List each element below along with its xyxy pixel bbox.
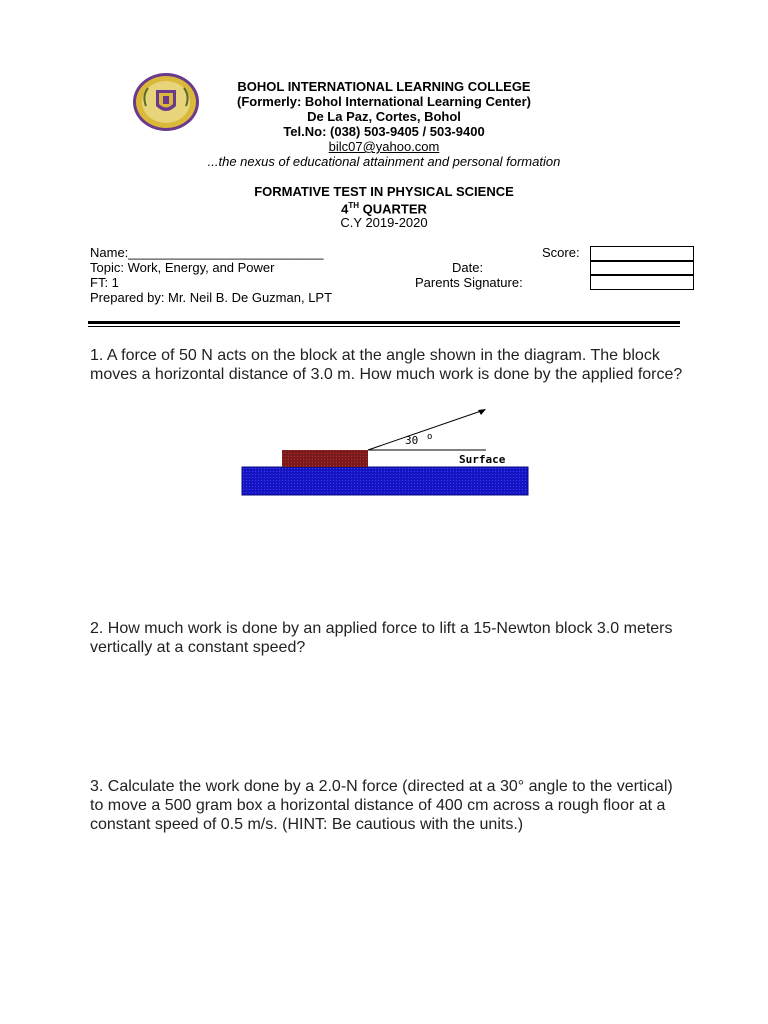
question-3: 3. Calculate the work done by a 2.0-N force (directed at a 30° angle to the vertical) to move a 500 gram box a horizontal distance of 400 cm across a rough floor at a constant speed of 0.5 m/s. (HINT: Be cautious with the units.): [90, 778, 673, 833]
question-2: 2. How much work is done by an applied force to lift a 15-Newton block 3.0 meters vertically at a constant speed?: [90, 620, 673, 656]
school-email-link[interactable]: bilc07@yahoo.com: [328, 139, 440, 154]
ground-rect: [242, 467, 528, 495]
date-label: Date:: [452, 260, 484, 275]
surface-label: Surface: [459, 453, 506, 466]
school-tel: Tel.No: (038) 503-9405 / 503-9400: [283, 124, 485, 139]
signature-box[interactable]: [590, 274, 694, 290]
force-diagram: [240, 405, 532, 500]
ft-label: FT: 1: [90, 275, 119, 290]
question-1: 1. A force of 50 N acts on the block at the angle shown in the diagram. The block moves a horizontal distance of 3.0 m. How much work is done by the applied force?: [90, 347, 683, 383]
force-arrow: [368, 410, 484, 450]
block-rect: [282, 450, 368, 467]
parents-signature-label: Parents Signature:: [415, 275, 523, 290]
divider-thin: [88, 326, 680, 327]
school-motto: ...the nexus of educational attainment and personal formation: [207, 154, 561, 169]
school-year: C.Y 2019-2020: [340, 215, 428, 230]
quarter-number: 4: [341, 201, 349, 217]
school-email-container: [0, 139, 768, 154]
school-address: De La Paz, Cortes, Bohol: [307, 109, 461, 124]
quarter-superscript: TH: [348, 201, 359, 210]
degree-symbol: o: [427, 432, 433, 442]
school-name: BOHOL INTERNATIONAL LEARNING COLLEGE: [237, 79, 531, 94]
quarter-word: QUARTER: [359, 201, 427, 217]
topic-label: Topic: Work, Energy, and Power: [90, 260, 275, 275]
score-label: Score:: [542, 245, 580, 260]
school-formerly: (Formerly: Bohol International Learning Center): [237, 94, 531, 109]
prepared-by-label: Prepared by: Mr. Neil B. De Guzman, LPT: [90, 290, 333, 305]
name-field-label: Name:___________________________: [90, 245, 324, 260]
test-quarter: [0, 198, 768, 216]
test-title: FORMATIVE TEST IN PHYSICAL SCIENCE: [254, 184, 514, 199]
angle-label: 30: [405, 434, 419, 447]
divider-thick: [88, 321, 680, 324]
arrowhead: [478, 409, 486, 415]
